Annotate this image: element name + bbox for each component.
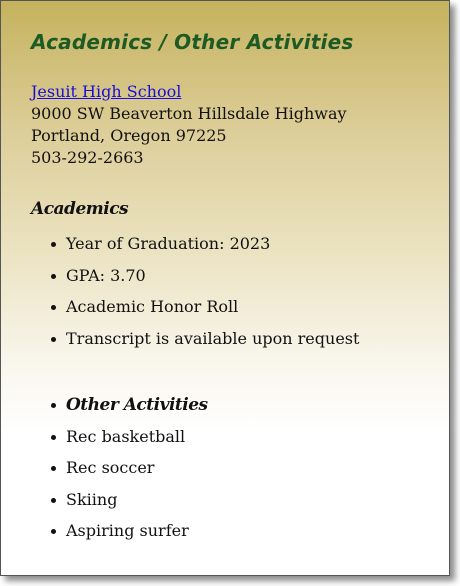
list-item: Year of Graduation: 2023 [48, 233, 359, 265]
page-heading: Academics / Other Activities [31, 30, 354, 54]
other-activities-title: Other Activities [48, 394, 208, 426]
list-item: Aspiring surfer [48, 520, 208, 552]
school-street: 9000 SW Beaverton Hillsdale Highway [31, 104, 347, 123]
list-item: GPA: 3.70 [48, 265, 359, 297]
list-item: Academic Honor Roll [48, 296, 359, 328]
list-item: Skiing [48, 489, 208, 521]
school-city: Portland, Oregon 97225 [31, 126, 227, 145]
school-phone: 503-292-2663 [31, 148, 144, 167]
school-link[interactable]: Jesuit High School [31, 82, 182, 101]
list-item: Rec soccer [48, 457, 208, 489]
academics-list [48, 233, 359, 359]
other-activities-list [48, 394, 208, 552]
list-item: Rec basketball [48, 426, 208, 458]
academics-title: Academics [31, 199, 129, 219]
school-address [31, 81, 347, 169]
list-item: Transcript is available upon request [48, 328, 359, 360]
